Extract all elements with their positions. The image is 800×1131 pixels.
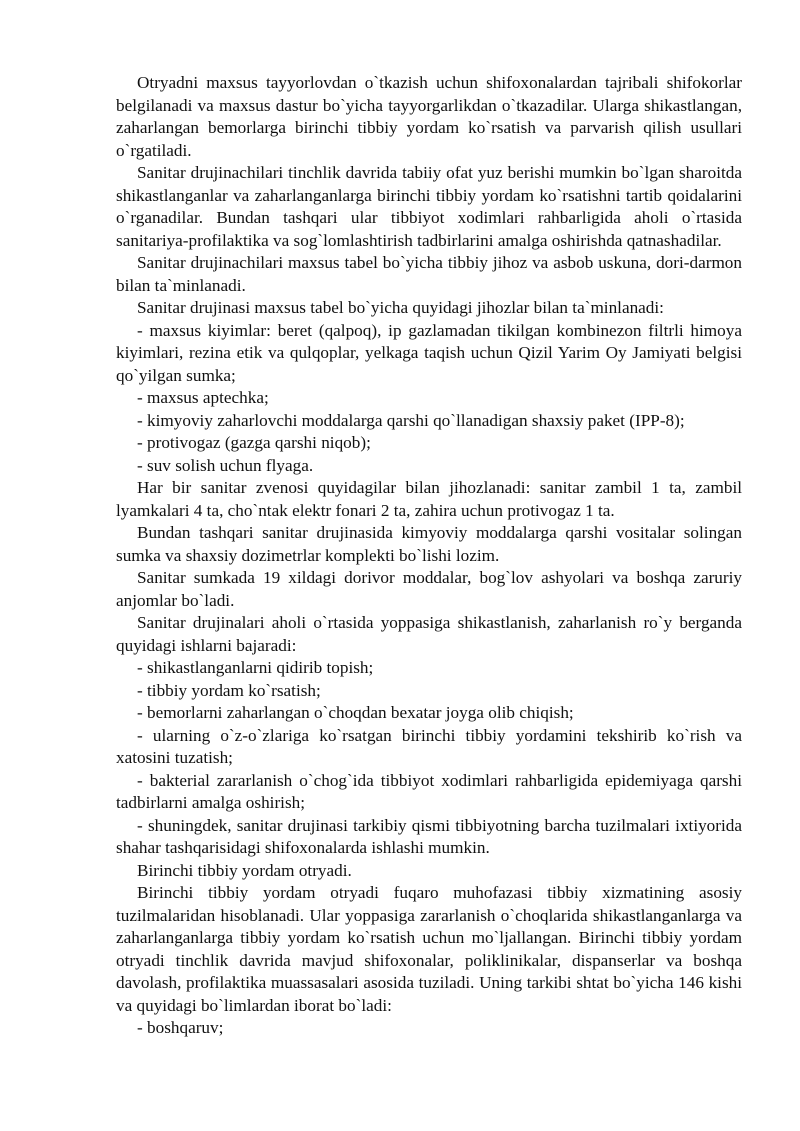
list-item-first-aid-kit: - maxsus aptechka;: [137, 388, 269, 407]
list-item-gas-mask: - protivogaz (gazga qarshi niqob);: [137, 433, 371, 452]
paragraph-unit-equipment: Har bir sanitar zvenosi quyidagilar bilan jihozlanadi: sanitar zambil 1 ta, zambil lyamkalari 4 ta, cho`ntak elektr fonari 2 ta, zahira uchun protivogaz 1 ta.: [116, 478, 742, 520]
list-item-check-self-aid: - ularning o`z-o`zlariga ko`rsatgan birinchi tibbiy yordamini tekshirib ko`rish va xatosini tuzatish;: [116, 725, 742, 767]
paragraph-mass-casualty-tasks: Sanitar drujinalari aholi o`rtasida yoppasiga shikastlanish, zaharlanish ro`y berganda quyidagi ishlarni bajaradi:: [116, 613, 742, 655]
list-item-evacuation: - bemorlarni zaharlangan o`choqdan bexatar joyga olib chiqish;: [137, 703, 574, 722]
list-item-hospital-work: - shuningdek, sanitar drujinasi tarkibiy qismi tibbiyotning barcha tuzilmalari ixtiyorida shahar tashqarisidagi shifoxonalarda ishlashi mumkin.: [116, 815, 742, 857]
list-item-antiepidemic: - bakterial zararlanish o`chog`ida tibbiyot xodimlari rahbarligida epidemiyaga qarshi tadbirlarni amalga oshirish;: [116, 770, 742, 812]
paragraph-peacetime-duties: Sanitar drujinachilari tinchlik davrida tabiiy ofat yuz berishi mumkin bo`lgan sharoitda shikastlanganlar va zaharlanganlarga birinchi tibbiy yordam ko`rsatishni tartib qoidalarini o`rganadilar. Bundan tashqari ular tibbiyot xodimlari rahbarligida aholi o`rtasida sanitariya-profilaktika va sog`lomlashtirish tadbirlarini amalga oshirishda qatnashadilar.: [116, 163, 742, 250]
list-item-flask: - suv solish uchun flyaga.: [137, 455, 314, 475]
paragraph-training: Otryadni maxsus tayyorlovdan o`tkazish uchun shifoxonalardan tajribali shifokorlar belgilanadi va maxsus dastur bo`yicha tayyorgarlikdan o`tkazadilar. Ularga shikastlangan, zaharlangan bemorlarga birinchi tibbiy yordam ko`rsatish va parvarish qilish usullari o`rgatiladi.: [116, 73, 742, 160]
list-item-special-clothing: - maxsus kiyimlar: beret (qalpoq), ip gazlamadan tikilgan kombinezon filtrli himoya kiyimlari, rezina etik va qulqoplar, yelkaga taqish uchun Qizil Yarim Oy Jamiyati belgisi qo`yilgan sumka;: [116, 320, 742, 385]
paragraph-sanitary-bag: Sanitar sumkada 19 xildagi dorivor moddalar, bog`lov ashyolari va boshqa zaruriy anjomlar bo`ladi.: [116, 568, 742, 610]
paragraph-first-aid-detachment: Birinchi tibbiy yordam otryadi fuqaro muhofazasi tibbiy xizmatining asosiy tuzilmalaridan hisoblanadi. Ular yoppasiga zararlanish o`choqlarida shikastlanganlarga va zaharlanganlarga tibbiy yordam ko`rsatish uchun mo`ljallangan. Birinchi tibbiy yordam otryadi tinchlik davrida mavjud shifoxonalar, poliklinikalar, dispanserlar va boshqa davolash, profilaktika muassasalari asosida tuziladi. Uning tarkibi shtat bo`yicha 146 kishi va quyidagi bo`limlardan iborat bo`ladi:: [116, 883, 742, 1015]
list-item-ipp8-package: - kimyoviy zaharlovchi moddalarga qarshi qo`llanadigan shaxsiy paket (IPP-8);: [137, 410, 685, 430]
list-item-search: - shikastlanganlarni qidirib topish;: [137, 658, 374, 677]
section-heading-first-aid-detachment: Birinchi tibbiy yordam otryadi.: [137, 860, 352, 880]
paragraph-dosimeters: Bundan tashqari sanitar drujinasida kimyoviy moddalarga qarshi vositalar solingan sumka va shaxsiy dozimetrlar komplekti bo`lishi lozim.: [116, 523, 742, 565]
paragraph-equipment-intro: Sanitar drujinasi maxsus tabel bo`yicha quyidagi jihozlar bilan ta`minlanadi:: [137, 298, 664, 317]
list-item-management: - boshqaruv;: [137, 1018, 224, 1037]
list-item-medical-aid: - tibbiy yordam ko`rsatish;: [137, 680, 321, 700]
paragraph-supply: Sanitar drujinachilari maxsus tabel bo`yicha tibbiy jihoz va asbob uskuna, dori-darmon bilan ta`minlanadi.: [116, 253, 742, 295]
